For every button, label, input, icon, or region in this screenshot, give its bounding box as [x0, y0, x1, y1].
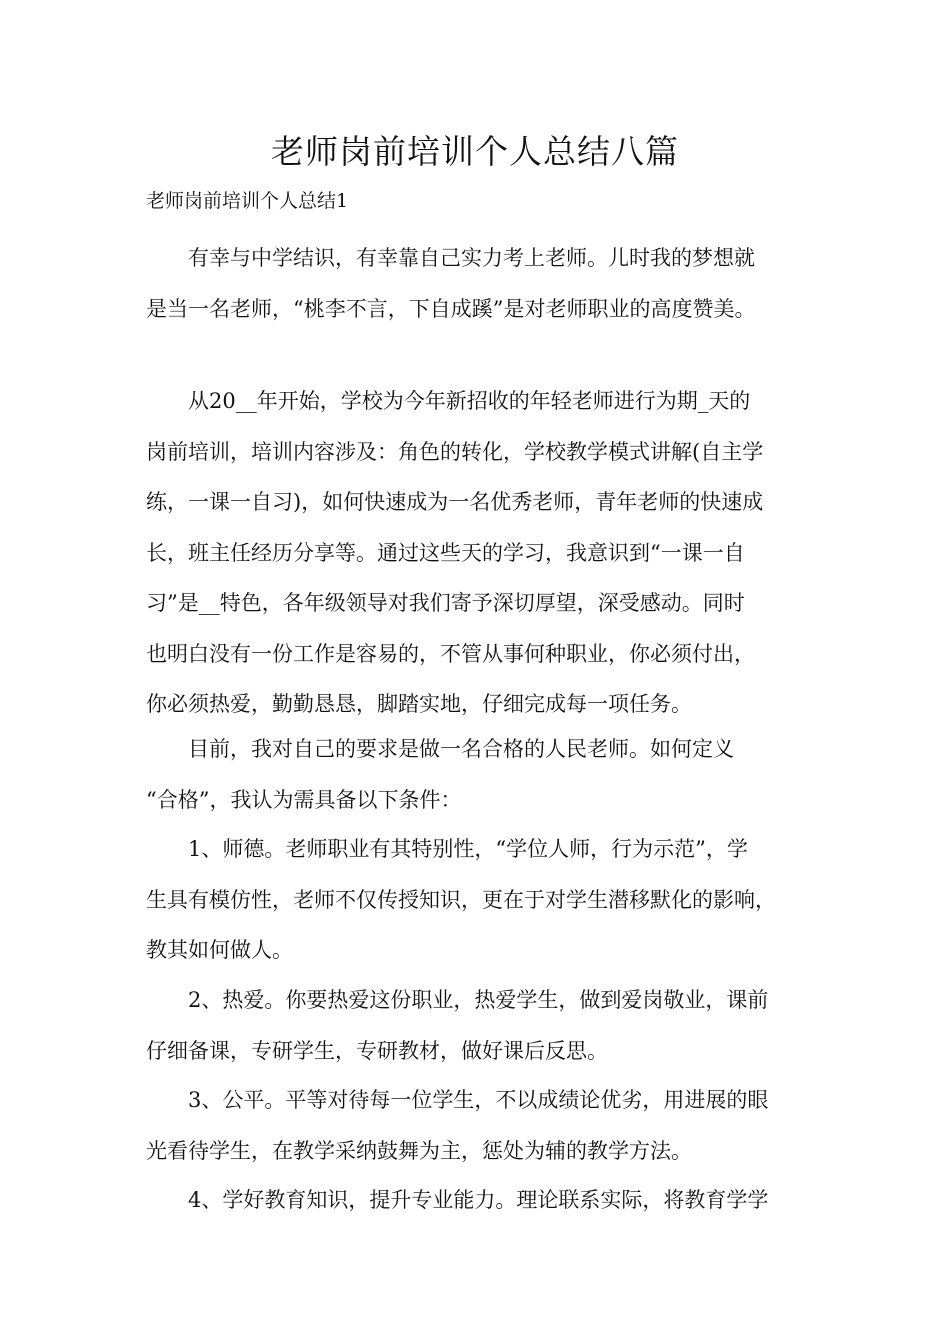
paragraph-line: 习”是__特色，各年级领导对我们寄予深切厚望，深受感动。同时	[146, 591, 745, 615]
paragraph-intro	[146, 233, 826, 334]
paragraph-line: 教其如何做人。	[146, 938, 293, 962]
paragraph-line: 长，班主任经历分享等。通过这些天的学习，我意识到“一课一自	[146, 540, 745, 565]
paragraph-line: 岗前培训，培训内容涉及：角色的转化，学校教学模式讲解(自主学	[146, 439, 764, 464]
paragraph-line: 4、学好教育知识，提升专业能力。理论联系实际，将教育学学	[188, 1188, 769, 1212]
paragraph-training	[146, 376, 826, 730]
paragraph-line: 有幸与中学结识，有幸靠自己实力考上老师。儿时我的梦想就	[188, 246, 755, 270]
paragraph-item-2	[146, 975, 826, 1076]
document-title: 老师岗前培训个人总结八篇	[271, 132, 679, 171]
paragraph-line: 仔细备课，专研学生，专研教材，做好课后反思。	[146, 1038, 608, 1063]
paragraph-item-4	[146, 1175, 826, 1226]
paragraph-line: 从20__年开始，学校为今年新招收的年轻老师进行为期_天的	[188, 389, 751, 413]
paragraph-line: 是当一名老师，“桃李不言，下自成蹊”是对老师职业的高度赞美。	[146, 296, 756, 321]
paragraph-line: 目前，我对自己的要求是做一名合格的人民老师。如何定义	[188, 737, 734, 761]
paragraph-line: 生具有模仿性，老师不仅传授知识，更在于对学生潜移默化的影响，	[146, 887, 776, 912]
section-subtitle: 老师岗前培训个人总结1	[146, 190, 349, 212]
paragraph-line: 你必须热爱，勤勤恳恳，脚踏实地，仔细完成每一项任务。	[146, 692, 692, 716]
paragraph-line: 2、热爱。你要热爱这份职业，热爱学生，做到爱岗敬业，课前	[188, 988, 769, 1012]
paragraph-line: 也明白没有一份工作是容易的，不管从事何种职业，你必须付出，	[146, 641, 755, 666]
paragraph-line: 3、公平。平等对待每一位学生，不以成绩论优劣，用进展的眼	[188, 1088, 769, 1112]
paragraph-item-3	[146, 1075, 826, 1176]
paragraph-line: 练，一课一自习)，如何快速成为一名优秀老师，青年老师的快速成	[146, 490, 764, 514]
paragraph-line: 1、师德。老师职业有其特别性，“学位人师，行为示范”，学	[188, 837, 748, 861]
paragraph-line: 光看待学生，在教学采纳鼓舞为主，惩处为辅的教学方法。	[146, 1138, 692, 1163]
paragraph-goal	[146, 724, 826, 825]
paragraph-line: “合格”，我认为需具备以下条件：	[146, 787, 462, 812]
paragraph-item-1	[146, 824, 826, 976]
